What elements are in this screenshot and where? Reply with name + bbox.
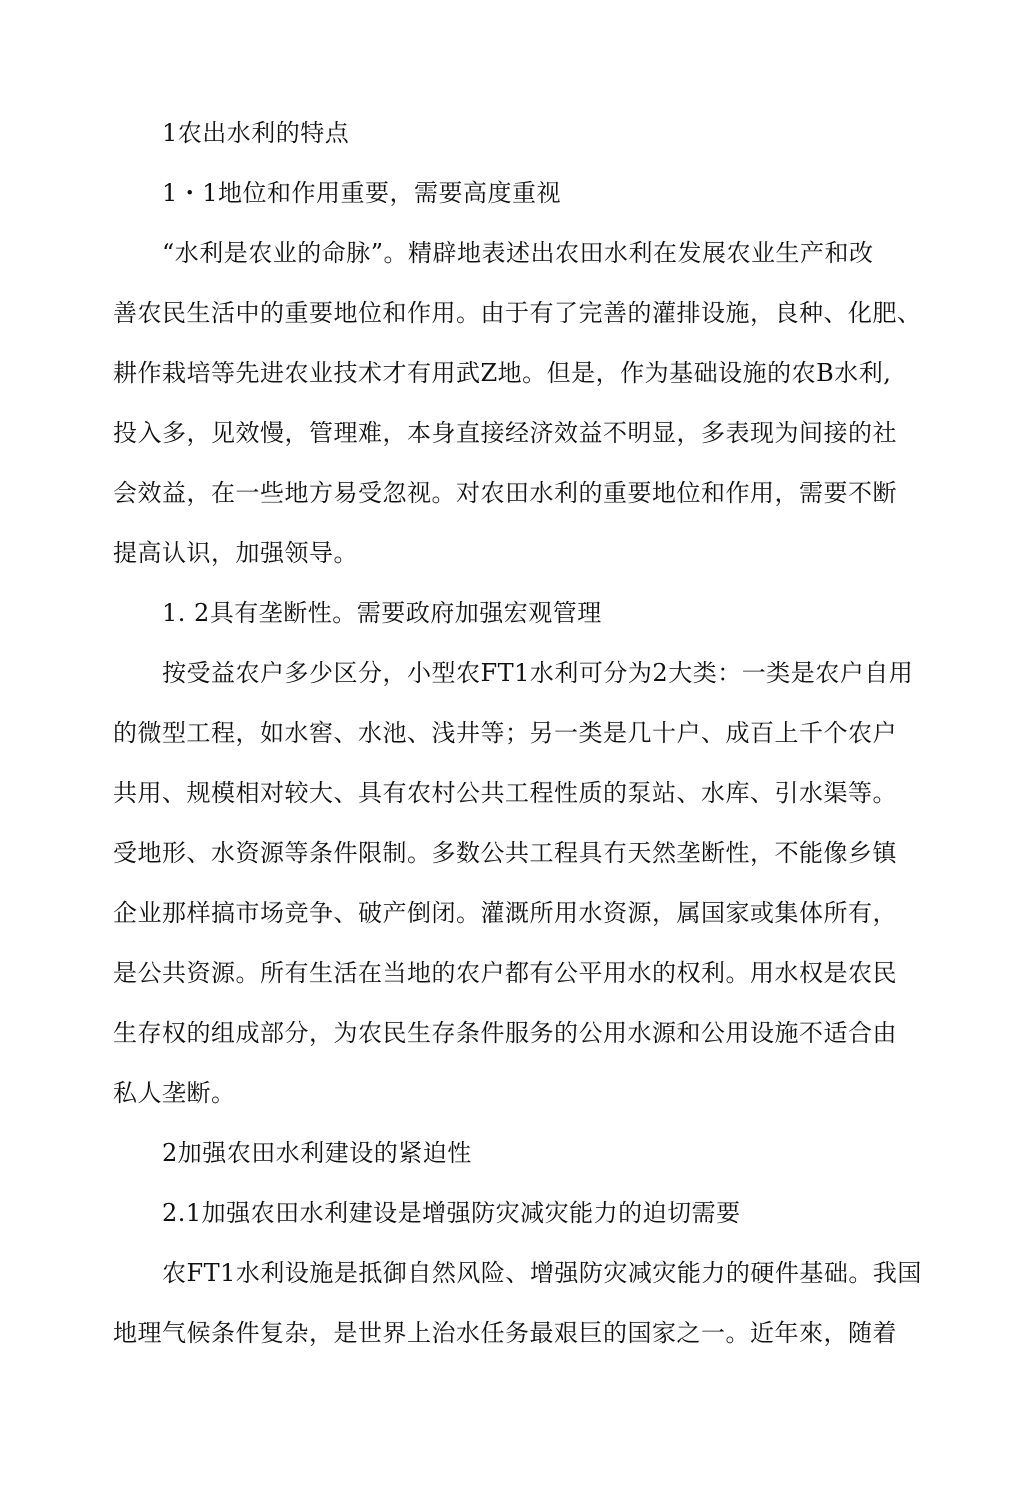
paragraph-line: 提高认识，加强领导。 [113,539,358,567]
paragraph-line: 生存权的组成部分，为农民生存条件服务的公用水源和公用设施不适合由 [113,1019,897,1047]
paragraph-line: 受地形、水资源等条件限制。多数公共工程具冇天然垄断性，不能像乡镇 [113,839,897,867]
subsection-heading-2-1: 2.1加强农田水利建设是增强防灾减灾能力的迫切需要 [162,1199,741,1227]
paragraph-line: “水利是农业的命脉”。精辟地表述出农田水利在发展农业生产和改 [162,239,874,267]
paragraph-line: 地理气候条件复杂，是世界上治水任务最艰巨的国家之一。近年來，随着 [113,1319,897,1347]
subsection-heading-1-1: 1・1地位和作用重要，需要高度重视 [162,179,562,207]
paragraph-line: 会效益，在一些地方易受忽视。对农田水利的重要地位和作用，需要不断 [113,479,897,507]
paragraph-line: 投入多，见效慢，管理难，本身直接经济效益不明显，多表现为间接的社 [113,419,897,447]
paragraph-line: 耕作栽培等先进农业技术才有用武Z地。但是，作为基础设施的农B水利, [113,359,892,387]
paragraph-line: 私人垄断。 [113,1079,236,1107]
section-heading-2: 2加强农田水利建设的紧迫性 [162,1139,472,1167]
section-heading-1: 1农出水利的特点 [162,119,350,147]
paragraph-line: 农FT1水利设施是抵御自然风险、增强防灾减灾能力的硬件基础。我国 [162,1259,922,1287]
paragraph-line: 的微型工程，如水窖、水池、浅井等；另一类是几十户、成百上千个农户 [113,719,897,747]
paragraph-line: 企业那样搞市场竞争、破产倒闭。灌溉所用水资源，属国家或集体所有， [113,899,897,927]
paragraph-line: 是公共资源。所有生活在当地的农户都有公平用水的权利。用水权是农民 [113,959,897,987]
paragraph-line: 善农民生活中的重要地位和作用。由于有了完善的灌排设施，良种、化肥、 [113,299,922,327]
paragraph-line: 按受益农户多少区分，小型农FT1水利可分为2大类：一类是农户自用 [162,659,914,687]
paragraph-line: 共用、规模相对较大、具有农村公共工程性质的泵站、水库、引水渠等。 [113,779,897,807]
subsection-heading-1-2: 1. 2具有垄断性。需要政府加强宏观管理 [162,599,602,627]
